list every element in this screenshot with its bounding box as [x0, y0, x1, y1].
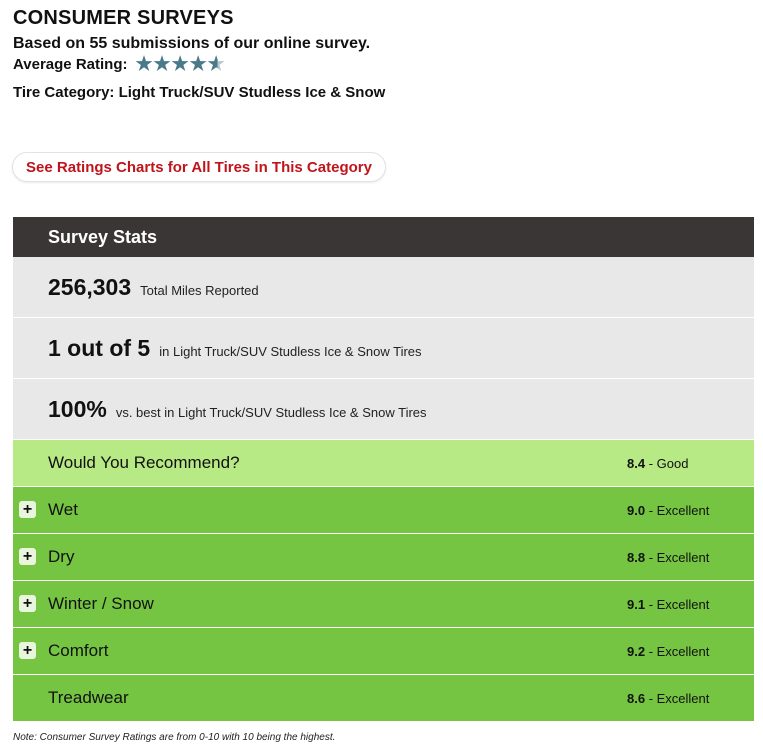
rating-label: - Excellent: [645, 596, 710, 612]
rating-name: Treadwear: [48, 688, 129, 707]
plus-icon[interactable]: +: [19, 548, 36, 565]
star-icon: ★: [189, 54, 207, 75]
stat-caption: in Light Truck/SUV Studless Ice & Snow Tires: [159, 343, 422, 359]
rating-row-treadwear: [13, 675, 754, 722]
stat-value: 256,303: [48, 273, 132, 300]
rating-label: - Good: [645, 455, 689, 471]
plus-icon[interactable]: +: [19, 642, 36, 659]
stat-value: 1 out of 5: [48, 334, 151, 361]
rating-label: - Excellent: [645, 549, 710, 565]
average-rating: [13, 55, 385, 75]
plus-icon[interactable]: +: [19, 595, 36, 612]
rating-name: Comfort: [48, 641, 109, 660]
panel-title: Survey Stats: [13, 217, 754, 257]
plus-icon[interactable]: +: [19, 501, 36, 518]
rating-score: [627, 550, 709, 565]
rating-name: Wet: [48, 500, 78, 519]
survey-stats-panel: [13, 217, 754, 722]
page-title: CONSUMER SURVEYS: [13, 7, 234, 29]
rating-name: Would You Recommend?: [48, 453, 240, 472]
rating-value: 8.4: [627, 455, 646, 471]
stat-caption: Total Miles Reported: [140, 282, 259, 298]
rating-score: [627, 691, 709, 706]
rating-name: Winter / Snow: [48, 594, 154, 613]
rating-label: - Excellent: [645, 690, 710, 706]
stat-vs-best: [13, 379, 754, 440]
rating-label: - Excellent: [645, 502, 710, 518]
ratings-note: Note: Consumer Survey Ratings are from 0-10 with 10 being the highest.: [13, 732, 336, 743]
rating-stars: [135, 55, 225, 75]
rating-value: 9.1: [627, 596, 646, 612]
rating-row-recommend: [13, 440, 754, 487]
rating-row-dry[interactable]: [13, 534, 754, 581]
star-icon: ★: [171, 54, 189, 75]
star-icon: ★: [153, 54, 171, 75]
average-rating-label: Average Rating:: [13, 56, 128, 73]
stat-value: 100%: [48, 395, 107, 422]
rating-row-comfort[interactable]: [13, 628, 754, 675]
rating-score: [627, 644, 709, 659]
rating-score: [627, 503, 709, 518]
stat-rank: [13, 318, 754, 379]
rating-row-winter-snow[interactable]: [13, 581, 754, 628]
rating-value: 9.2: [627, 643, 646, 659]
half-star-icon: ★: [207, 54, 225, 75]
rating-value: 8.8: [627, 549, 646, 565]
rating-value: 9.0: [627, 502, 646, 518]
tire-category: Tire Category: Light Truck/SUV Studless Ice & Snow: [13, 84, 386, 101]
rating-name: Dry: [48, 547, 75, 566]
submission-summary: Based on 55 submissions of our online survey.: [13, 35, 371, 52]
stat-caption: vs. best in Light Truck/SUV Studless Ice & Snow Tires: [115, 404, 427, 420]
see-ratings-charts-button[interactable]: See Ratings Charts for All Tires in This Category: [12, 152, 386, 182]
rating-row-wet[interactable]: [13, 487, 754, 534]
stat-miles: [13, 257, 754, 318]
star-icon: ★: [135, 54, 153, 75]
rating-value: 8.6: [627, 690, 646, 706]
rating-label: - Excellent: [645, 643, 710, 659]
rating-score: [627, 597, 709, 612]
rating-score: [627, 456, 688, 471]
survey-header: [13, 6, 385, 103]
